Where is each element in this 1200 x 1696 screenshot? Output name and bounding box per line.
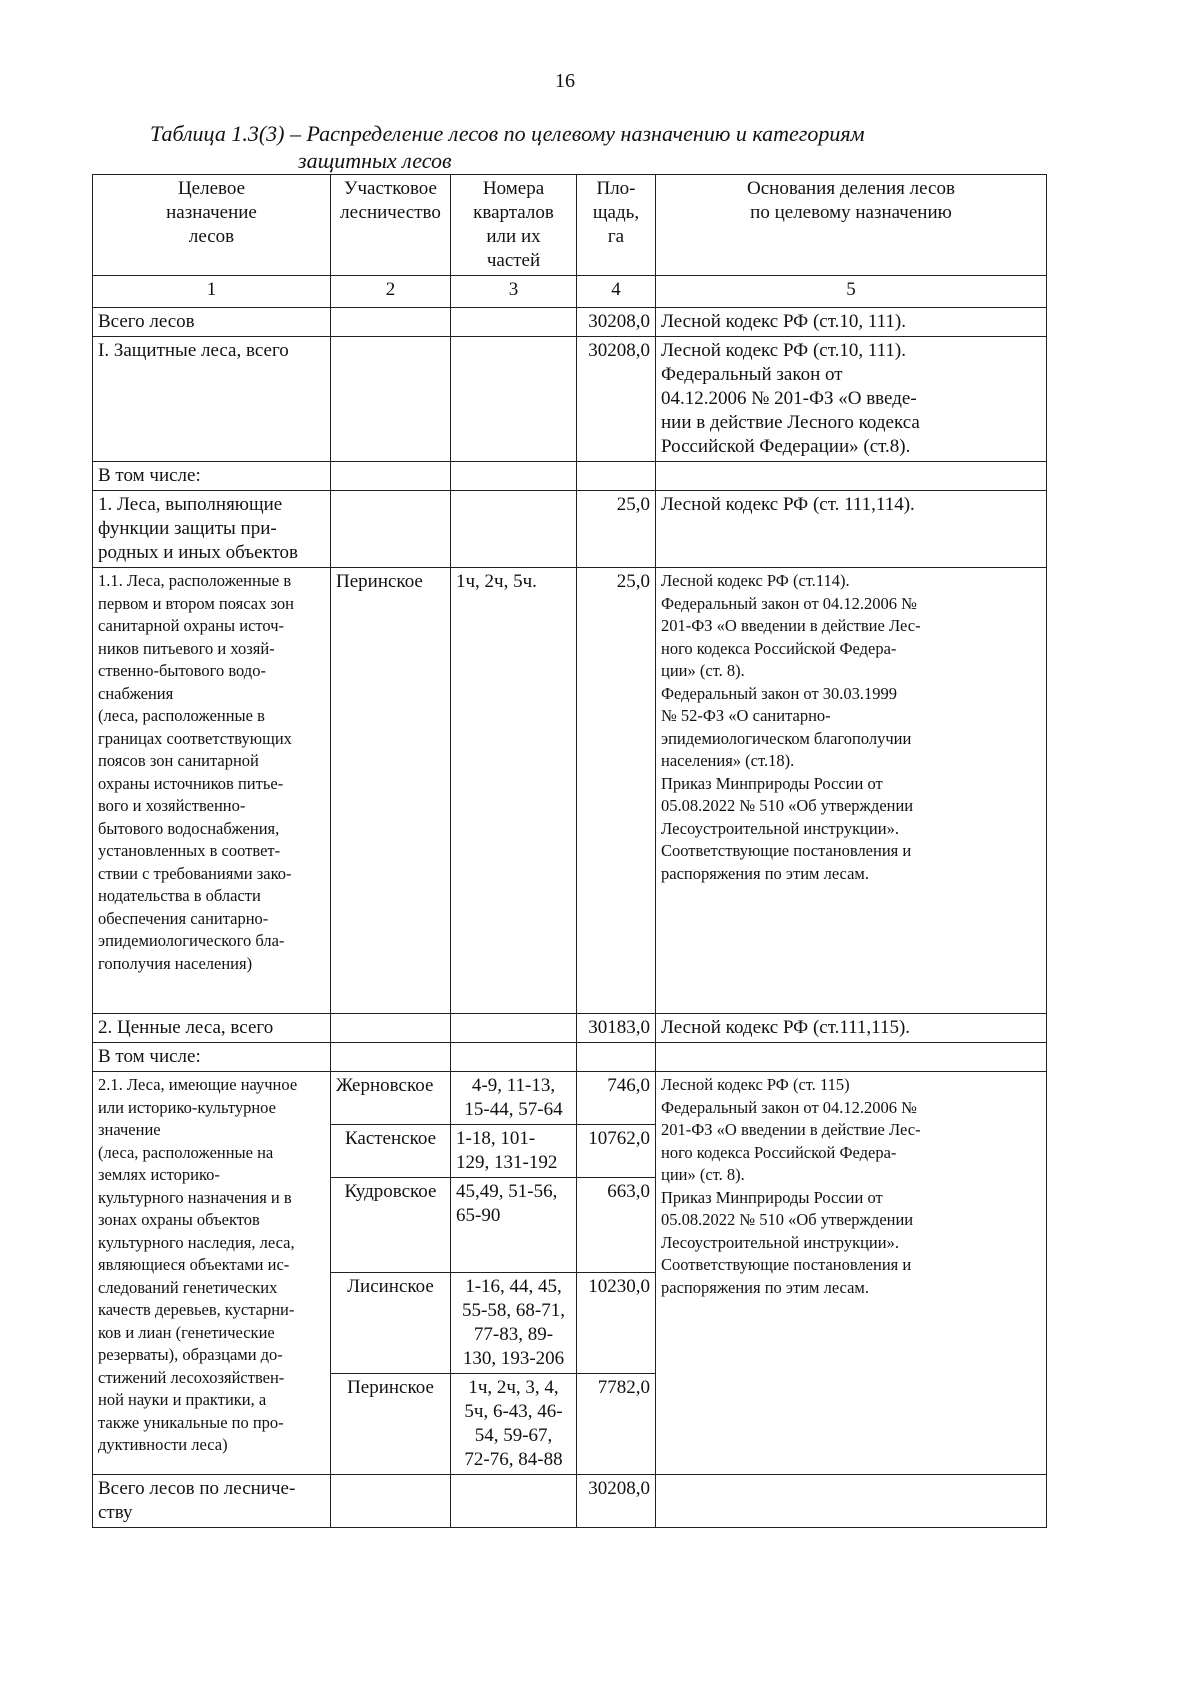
table-row [93, 1072, 1047, 1125]
column-number-row [93, 276, 1047, 308]
row-name: Всего лесов [93, 308, 331, 337]
row-name: 1. Леса, выполняющие функции защиты при- родных и иных объектов [93, 491, 331, 568]
row-basis: Лесной кодекс РФ (ст.114). Федеральный закон от 04.12.2006 № 201-ФЗ «О введении в действие Лес- ного кодекса Российской Федера- ции» (ст. 8). Федеральный закон от 30.03.1999 № 52-ФЗ «О санитарно- эпидемиологическом благополучии населения» (ст.18). Приказ Минприроды России от 05.08.2022 № 510 «Об утверждении Лесоустроительной инструкции». Соответствующие постановления и распоряжения по этим лесам. [656, 568, 1047, 1014]
row-basis: Лесной кодекс РФ (ст. 111,114). [656, 491, 1047, 568]
row-basis: Лесной кодекс РФ (ст.10, 111). [656, 308, 1047, 337]
header-basis: Основания деления лесов по целевому назначению [656, 175, 1047, 276]
row-basis: Лесной кодекс РФ (ст.111,115). [656, 1014, 1047, 1043]
row-name: I. Защитные леса, всего [93, 337, 331, 462]
row-name: В том числе: [93, 1043, 331, 1072]
row-quarters: 45,49, 51-56, 65-90 [451, 1178, 577, 1273]
column-number: 4 [577, 276, 656, 308]
row-forestry: Перинское [331, 568, 451, 1014]
row-quarters: 4-9, 11-13, 15-44, 57-64 [451, 1072, 577, 1125]
table-row [93, 337, 1047, 462]
row-quarters: 1ч, 2ч, 5ч. [451, 568, 577, 1014]
row-area: 30208,0 [577, 337, 656, 462]
caption-line-2: защитных лесов [298, 148, 452, 173]
row-area: 663,0 [577, 1178, 656, 1273]
row-area: 7782,0 [577, 1374, 656, 1475]
row-area: 746,0 [577, 1072, 656, 1125]
row-area: 25,0 [577, 491, 656, 568]
column-number: 5 [656, 276, 1047, 308]
column-number: 2 [331, 276, 451, 308]
table-row [93, 308, 1047, 337]
row-forestry: Перинское [331, 1374, 451, 1475]
row-name: 1.1. Леса, расположенные в первом и втором поясах зон санитарной охраны источ- ников питьевого и хозяй- ственно-бытового водо- снабжения (леса, расположенные в границах соответствующих поясов зон санитарной охраны источников питье- вого и хозяйственно- бытового водоснабжения, установленных в соответ- ствии с требованиями зако- нодательства в области обеспечения санитарно- эпидемиологического бла- гополучия населения) [93, 568, 331, 1014]
table-caption [150, 120, 1000, 174]
row-area: 10230,0 [577, 1273, 656, 1374]
column-number: 3 [451, 276, 577, 308]
table-row [93, 568, 1047, 1014]
row-area: 25,0 [577, 568, 656, 1014]
row-name: В том числе: [93, 462, 331, 491]
header-quarters: Номера кварталов или их частей [451, 175, 577, 276]
row-forestry: Кастенское [331, 1125, 451, 1178]
header-row [93, 175, 1047, 276]
caption-line-1: Таблица 1.3(3) – Распределение лесов по целевому назначению и категориям [150, 121, 865, 146]
header-area: Пло- щадь, га [577, 175, 656, 276]
table-row [93, 1014, 1047, 1043]
row-area: 30208,0 [577, 1475, 656, 1528]
row-forestry: Жерновское [331, 1072, 451, 1125]
table-row [93, 1043, 1047, 1072]
table-row [93, 462, 1047, 491]
row-quarters: 1ч, 2ч, 3, 4, 5ч, 6-43, 46- 54, 59-67, 72-76, 84-88 [451, 1374, 577, 1475]
header-forestry: Участковое лесничество [331, 175, 451, 276]
row-name: 2. Ценные леса, всего [93, 1014, 331, 1043]
row-quarters: 1-16, 44, 45, 55-58, 68-71, 77-83, 89- 130, 193-206 [451, 1273, 577, 1374]
header-purpose: Целевое назначение лесов [93, 175, 331, 276]
forest-distribution-table [92, 174, 1047, 1528]
row-area: 30208,0 [577, 308, 656, 337]
row-basis: Лесной кодекс РФ (ст.10, 111). Федеральный закон от 04.12.2006 № 201-ФЗ «О введе- нии в действие Лесного кодекса Российской Федерации» (ст.8). [656, 337, 1047, 462]
table-row [93, 491, 1047, 568]
row-basis: Лесной кодекс РФ (ст. 115) Федеральный закон от 04.12.2006 № 201-ФЗ «О введении в действие Лес- ного кодекса Российской Федера- ции» (ст. 8). Приказ Минприроды России от 05.08.2022 № 510 «Об утверждении Лесоустроительной инструкции». Соответствующие постановления и распоряжения по этим лесам. [656, 1072, 1047, 1475]
row-name: 2.1. Леса, имеющие научное или историко-культурное значение (леса, расположенные на землях историко- культурного назначения и в зонах охраны объектов культурного наследия, леса, являющиеся объектами ис- следований генетических качеств деревьев, кустарни- ков и лиан (генетические резерваты), образцами до- стижений лесохозяйствен- ной науки и практики, а также уникальные по про- дуктивности леса) [93, 1072, 331, 1475]
page-number: 16 [555, 70, 575, 92]
row-area: 10762,0 [577, 1125, 656, 1178]
row-name: Всего лесов по лесниче- ству [93, 1475, 331, 1528]
row-forestry: Лисинское [331, 1273, 451, 1374]
row-area: 30183,0 [577, 1014, 656, 1043]
row-forestry: Кудровское [331, 1178, 451, 1273]
column-number: 1 [93, 276, 331, 308]
table-row [93, 1475, 1047, 1528]
row-quarters: 1-18, 101- 129, 131-192 [451, 1125, 577, 1178]
